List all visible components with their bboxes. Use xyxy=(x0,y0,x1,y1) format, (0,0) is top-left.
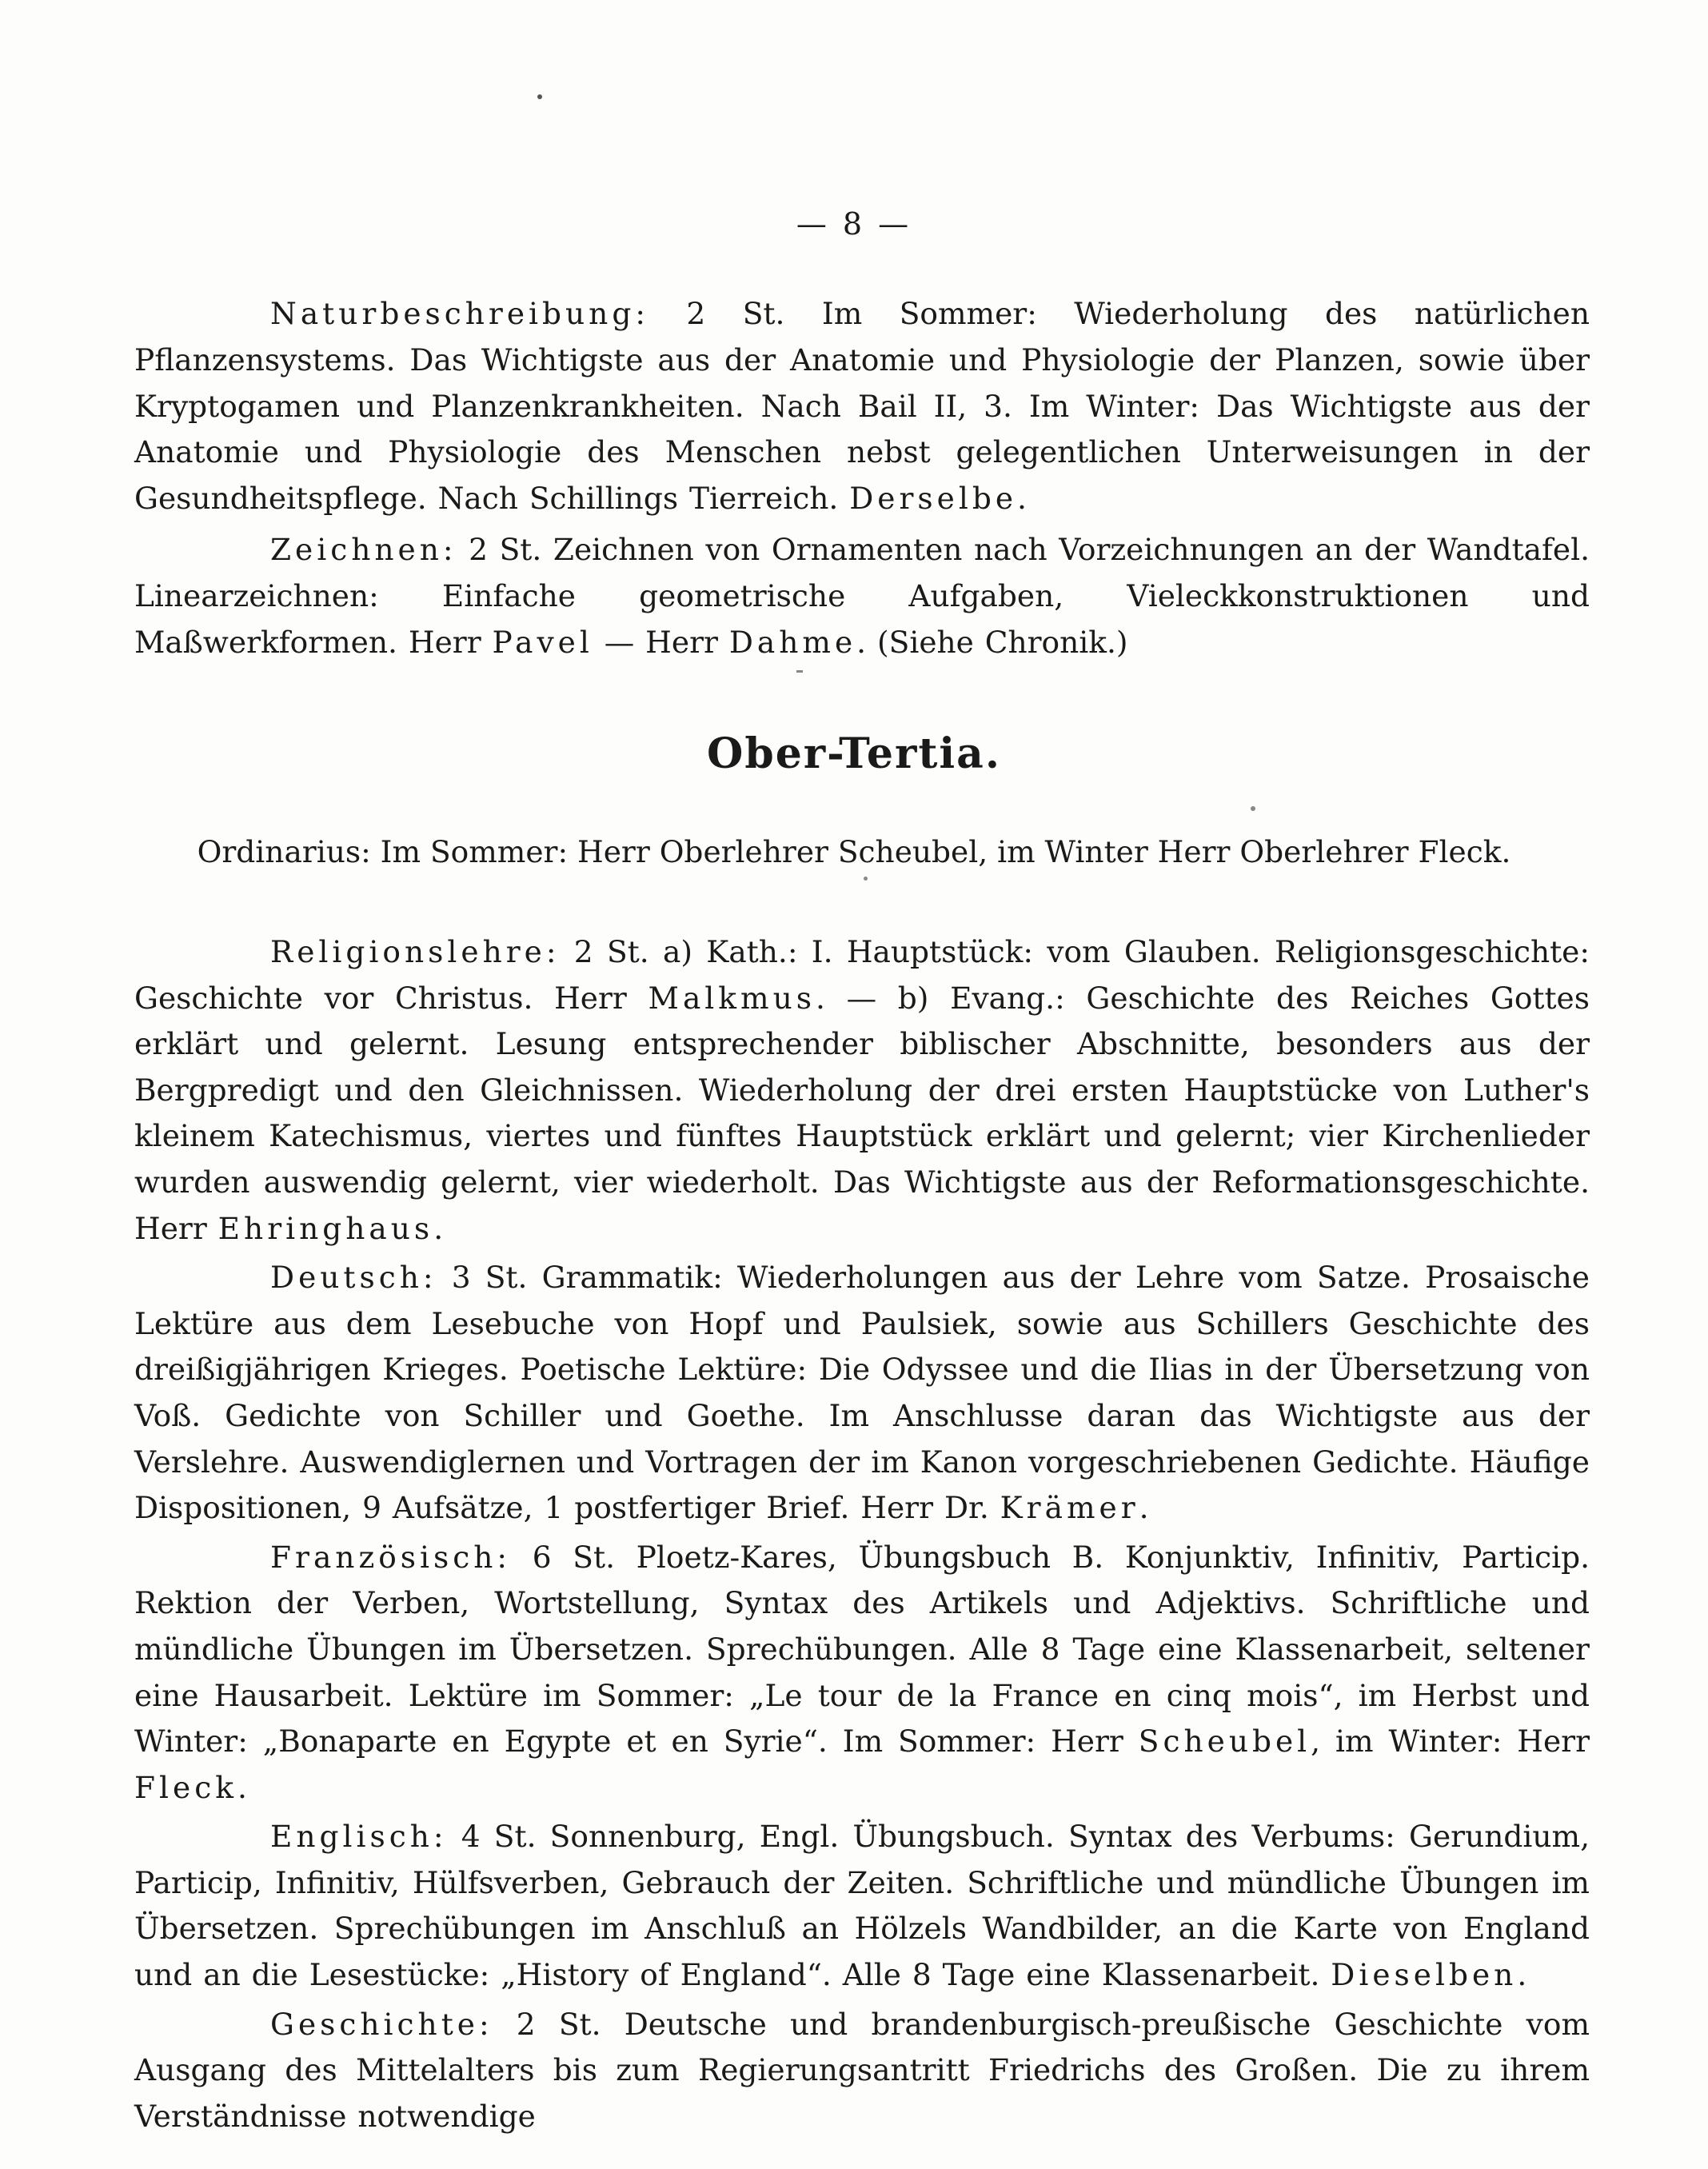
paragraph-text: 4 St. Sonnenburg, Engl. Übungsbuch. Syntax des Verbums: Gerundium, Particip, Infinitiv, Hülfsverben, Gebrauch der Zeiten. Schriftliche und mündliche Übungen im Übersetzen. Sprechübungen im Anschluß an Hölzels Wandbilder, an die Karte von England und an die Lesestücke: „History of England“. Alle 8 Tage eine Klassenarbeit. xyxy=(134,1819,1590,1993)
paragraph-text: . xyxy=(237,1769,247,1805)
teacher-name: Krämer xyxy=(1000,1490,1139,1526)
paragraph-text: 2 St. Im Sommer: Wiederholung des natürlichen Pflanzensystems. Das Wichtigste aus der Anatomie und Physiologie der Planzen, sowie über Kryptogamen und Planzenkrankheiten. Nach Bail II, 3. Im Winter: Das Wichtigste aus der Anatomie und Physiologie des Menschen nebst gelegentlichen Unterweisungen in der Gesundheitspflege. Nach Schillings Tierreich. xyxy=(134,296,1590,517)
subject-label: Zeichnen: xyxy=(270,531,457,567)
print-mark xyxy=(796,670,803,673)
print-mark xyxy=(864,877,868,881)
top-section xyxy=(134,291,1590,665)
teacher-name: Scheubel xyxy=(1138,1724,1311,1760)
subject-label: Englisch: xyxy=(270,1819,448,1855)
paragraph-text: . — b) Evang.: Geschichte des Reiches Gottes erklärt und gelernt. Lesung entsprechender biblischer Abschnitte, besonders aus der Bergpredigt und den Gleichnissen. Wiederholung der drei ersten Hauptstücke von Luther's kleinem Katechismus, viertes und fünftes Hauptstück erklärt und gelernt; vier Kirchenlieder wurden auswendig gelernt, vier wiederholt. Das Wichtigste aus der Reformationsgeschichte. Herr xyxy=(134,980,1590,1246)
paragraph-text: . xyxy=(1517,1957,1527,1993)
paragraph-text: 2 St. Deutsche und brandenburgisch-preußische Geschichte vom Ausgang des Mittelalters bis zum Regierungsantritt Friedrichs des Großen. Die zu ihrem Verständnisse notwendige xyxy=(134,2006,1590,2134)
ordinarius-line: Ordinarius: Im Sommer: Herr Oberlehrer Scheubel, im Winter Herr Oberlehrer Fleck. xyxy=(197,834,1511,869)
paragraph-text: 2 St. a) Kath.: I. Hauptstück: vom Glauben. Religionsgeschichte: Geschichte vor Christus. Herr xyxy=(134,934,1590,1016)
page-number: — 8 — xyxy=(796,206,912,242)
paragraph-text: . (Siehe Chronik.) xyxy=(856,624,1128,660)
teacher-name: Ehringhaus xyxy=(217,1210,434,1246)
subject-label: Religionslehre: xyxy=(270,934,561,969)
teacher-name: Dieselben xyxy=(1331,1957,1518,1993)
teacher-name: Fleck xyxy=(134,1769,237,1805)
print-speck xyxy=(537,94,542,99)
subject-label: Naturbeschreibung: xyxy=(270,296,649,331)
paragraph-deutsch xyxy=(134,1255,1590,1532)
subject-label: Geschichte: xyxy=(270,2006,493,2042)
subjects-section xyxy=(134,929,1590,2139)
teacher-name: Derselbe. xyxy=(849,481,1031,517)
paragraph-text: . xyxy=(433,1210,444,1246)
paragraph-text: , im Winter: Herr xyxy=(1311,1724,1590,1760)
paragraph-zeichnen xyxy=(134,527,1590,665)
section-title: Ober-Tertia. xyxy=(707,729,1001,778)
paragraph-naturbeschreibung xyxy=(134,291,1590,522)
paragraph-text: 3 St. Grammatik: Wiederholungen aus der Lehre vom Satze. Prosaische Lektüre aus dem Lesebuche von Hopf und Paulsiek, sowie aus Schillers Geschichte des dreißigjährigen Krieges. Poetische Lektüre: Die Odyssee und die Ilias in der Übersetzung von Voß. Gedichte von Schiller und Goethe. Im Anschlusse daran das Wichtigste aus der Verslehre. Auswendiglernen und Vortragen der im Kanon vorgeschriebenen Gedichte. Häufige Dispositionen, 9 Aufsätze, 1 postfertiger Brief. Herr Dr. xyxy=(134,1260,1590,1526)
paragraph-geschichte xyxy=(134,2002,1590,2140)
subject-label: Französisch: xyxy=(270,1539,512,1575)
teacher-name: Malkmus xyxy=(648,980,816,1016)
teacher-name: Pavel xyxy=(492,624,593,660)
paragraph-religionslehre xyxy=(134,929,1590,1252)
paragraph-text: — Herr xyxy=(593,624,729,660)
print-mark xyxy=(1251,806,1255,811)
subject-label: Deutsch: xyxy=(270,1260,437,1296)
paragraph-englisch xyxy=(134,1814,1590,1998)
paragraph-text: 2 St. Zeichnen von Ornamenten nach Vorzeichnungen an der Wandtafel. Linearzeichnen: Einfache geometrische Aufgaben, Vieleckkonstruktionen und Maßwerkformen. Herr xyxy=(134,531,1590,660)
paragraph-franzoesisch xyxy=(134,1535,1590,1811)
paragraph-text: 6 St. Ploetz-Kares, Übungsbuch B. Konjunktiv, Infinitiv, Particip. Rektion der Verben, Wortstellung, Syntax des Artikels und Adjektivs. Schriftliche und mündliche Übungen im Übersetzen. Sprechübungen. Alle 8 Tage eine Klassenarbeit, seltener eine Hausarbeit. Lektüre im Sommer: „Le tour de la France en cinq mois“, im Herbst und Winter: „Bonaparte en Egypte et en Syrie“. Im Sommer: Herr xyxy=(134,1539,1590,1760)
paragraph-text: . xyxy=(1139,1490,1149,1526)
teacher-name: Dahme xyxy=(728,624,857,660)
